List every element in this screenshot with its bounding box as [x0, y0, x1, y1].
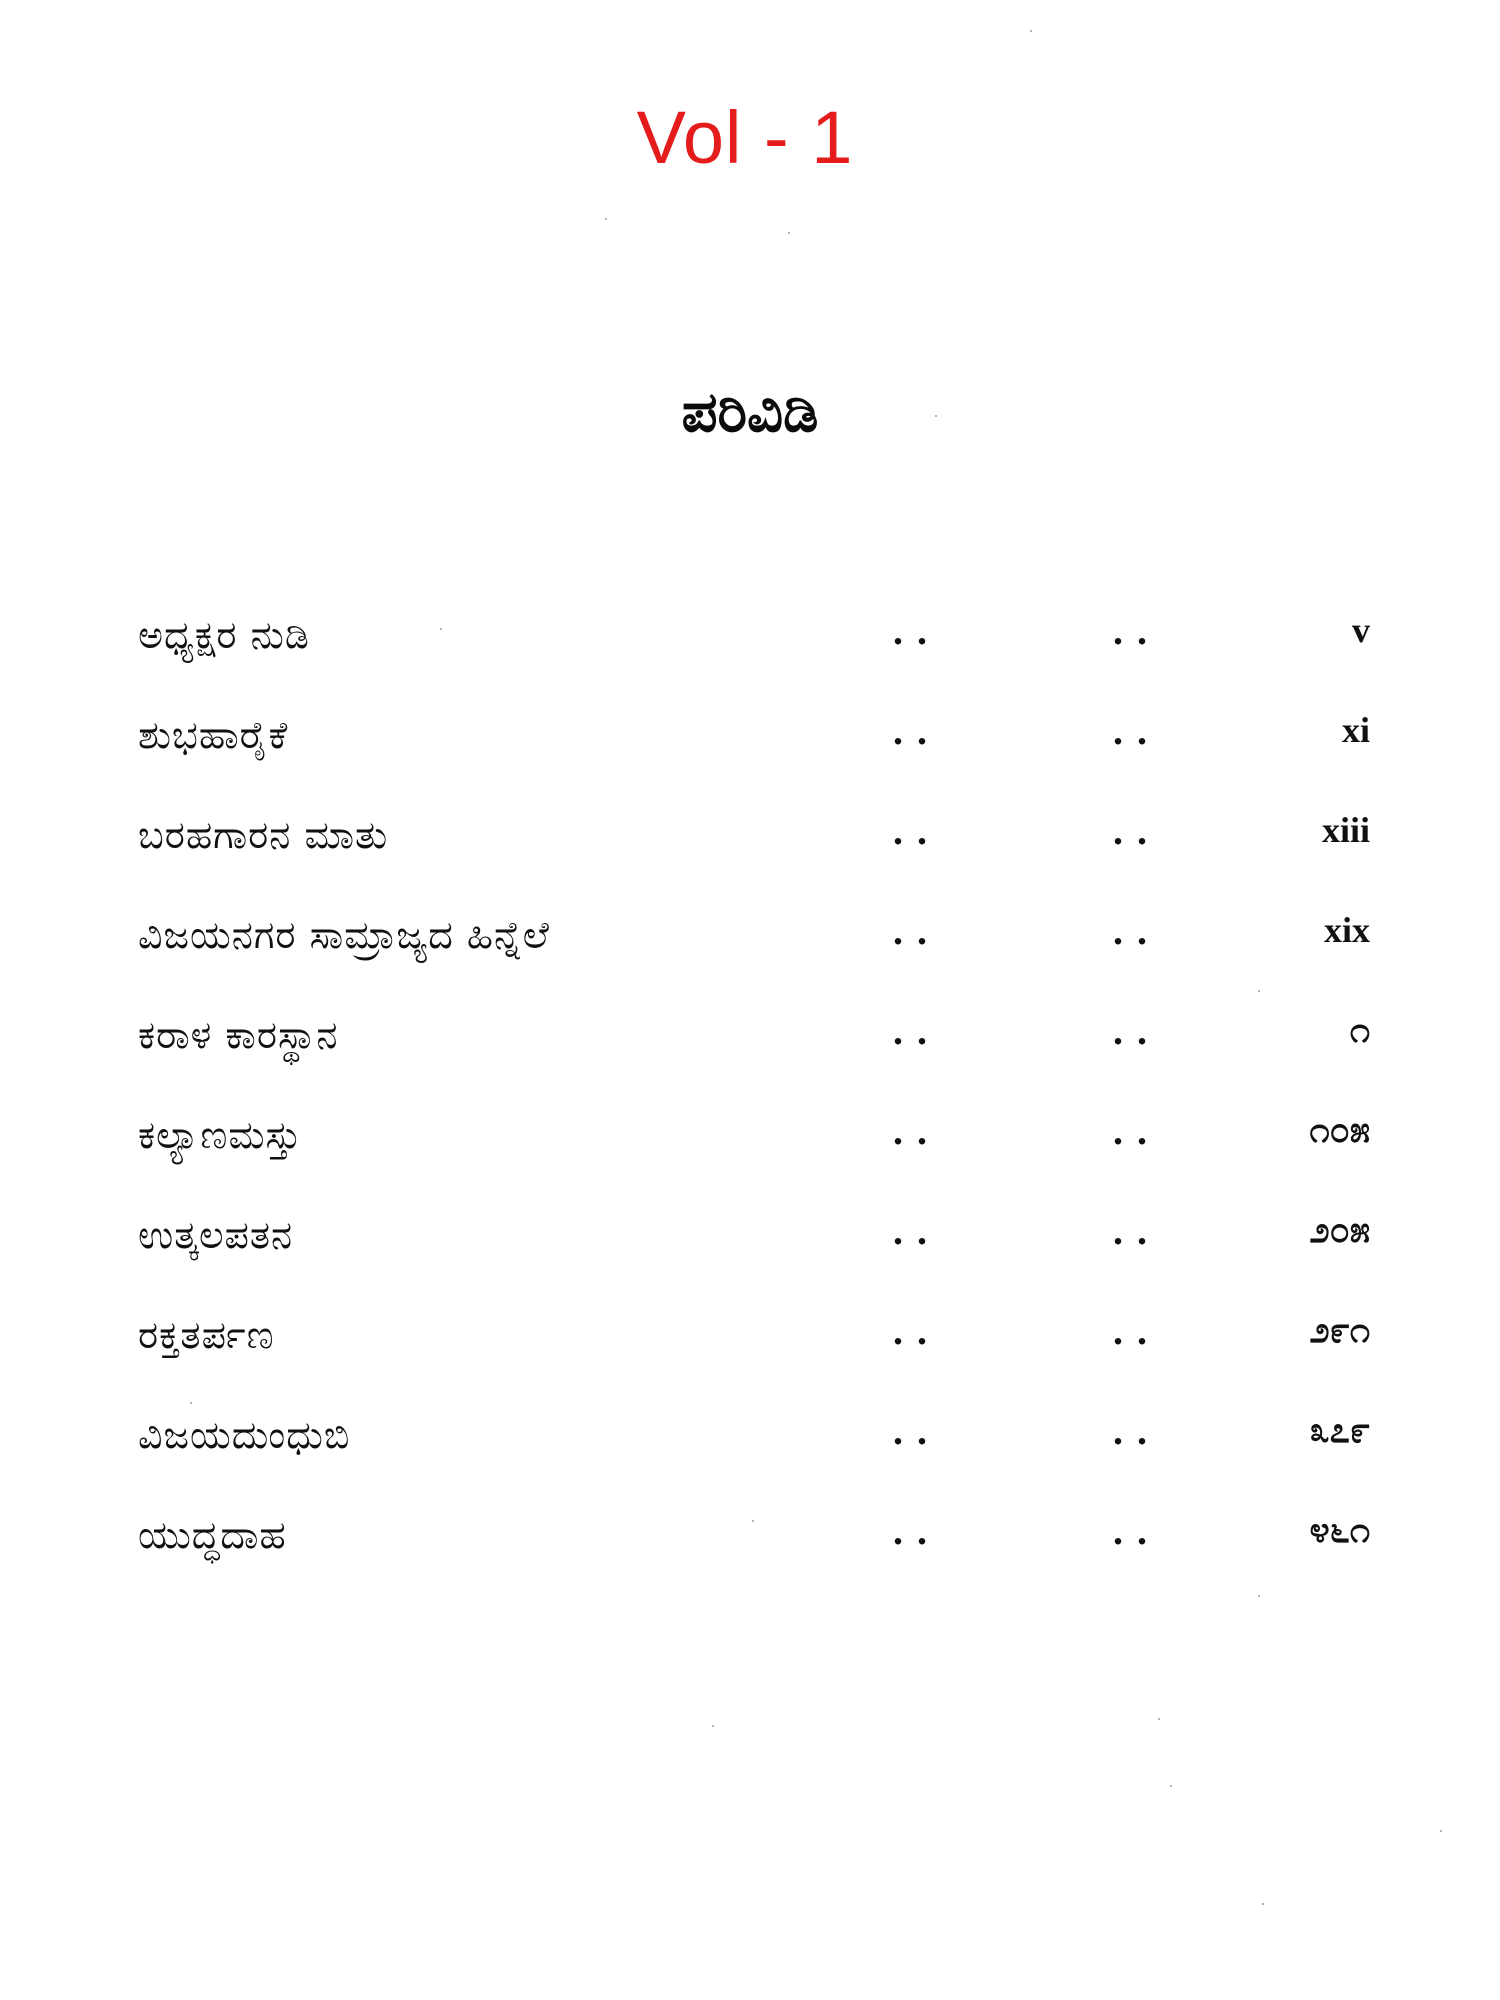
- leader-dots: ..: [893, 1008, 941, 1053]
- scan-speck: [605, 218, 607, 220]
- leader-dots: ..: [893, 808, 941, 853]
- scan-speck: [712, 1725, 714, 1727]
- toc-entry-page: ೩೭೯: [1309, 1410, 1370, 1450]
- leader-dots: ..: [1113, 1108, 1161, 1153]
- leader-dots: ..: [1113, 908, 1161, 953]
- leader-dots: ..: [1113, 1208, 1161, 1253]
- leader-dots: ..: [893, 1308, 941, 1353]
- toc-entry-title: ಯುದ್ಧದಾಹ: [138, 1513, 287, 1557]
- leader-dots: ..: [893, 608, 941, 653]
- toc-entry-title: ಅಧ್ಯಕ್ಷರ ನುಡಿ: [138, 613, 310, 657]
- leader-dots: ..: [893, 1208, 941, 1253]
- toc-entry[interactable]: [138, 705, 1370, 805]
- leader-dots: ..: [1113, 1508, 1161, 1553]
- leader-dots: ..: [1113, 808, 1161, 853]
- leader-dots: ..: [1113, 708, 1161, 753]
- toc-entry-title: ಉತ್ಕಲಪತನ: [138, 1213, 294, 1257]
- volume-label: Vol - 1: [636, 96, 854, 179]
- contents-heading: ಪರಿವಿಡಿ: [681, 380, 819, 445]
- leader-dots: ..: [893, 1108, 941, 1153]
- leader-dots: ..: [893, 708, 941, 753]
- toc-entry-title: ಬರಹಗಾರನ ಮಾತು: [138, 813, 389, 857]
- scan-speck: [1258, 1595, 1260, 1597]
- toc-entry[interactable]: [138, 1005, 1370, 1105]
- scan-speck: [1030, 30, 1032, 32]
- toc-entry-title: ರಕ್ತತರ್ಪಣ: [138, 1313, 275, 1357]
- toc-entry-title: ವಿಜಯನಗರ ಸಾಮ್ರಾಜ್ಯದ ಹಿನ್ನೆಲೆ: [138, 913, 550, 957]
- toc-entry-page: ೪೬೧: [1309, 1510, 1370, 1550]
- toc-entry-title: ಕರಾಳ ಕಾರಸ್ಥಾನ: [138, 1013, 339, 1057]
- toc-entry-page: ೨೯೧: [1309, 1310, 1370, 1350]
- toc-entry[interactable]: [138, 605, 1370, 705]
- toc-entry-page: ೧೦೫: [1309, 1110, 1370, 1150]
- scan-speck: [1158, 1718, 1160, 1720]
- scan-speck: [1440, 1830, 1442, 1832]
- scan-speck: [440, 628, 442, 630]
- leader-dots: ..: [1113, 608, 1161, 653]
- toc-entry[interactable]: [138, 1505, 1370, 1605]
- scan-speck: [190, 1402, 192, 1404]
- toc-entry-page: xiii: [1321, 810, 1370, 850]
- toc-entry-page: v: [1352, 610, 1370, 650]
- toc-entry[interactable]: [138, 1405, 1370, 1505]
- leader-dots: ..: [1113, 1008, 1161, 1053]
- toc-entry-title: ಕಲ್ಯಾಣಮಸ್ತು: [138, 1113, 302, 1157]
- scan-speck: [788, 232, 790, 234]
- toc-entry-title: ವಿಜಯದುಂಧುಬಿ: [138, 1413, 351, 1457]
- toc-entry[interactable]: [138, 805, 1370, 905]
- scan-speck: [935, 415, 937, 417]
- scan-speck: [752, 1520, 754, 1522]
- toc-entry-page: xix: [1323, 910, 1370, 950]
- leader-dots: ..: [1113, 1408, 1161, 1453]
- toc-entry-page: xi: [1341, 710, 1370, 750]
- toc-entry-title: ಶುಭಹಾರೈಕೆ: [138, 713, 289, 757]
- toc-entry[interactable]: [138, 1105, 1370, 1205]
- toc-entry[interactable]: [138, 1305, 1370, 1405]
- scan-speck: [1262, 1903, 1264, 1905]
- toc-entry-page: ೧: [1349, 1010, 1370, 1050]
- toc-entry[interactable]: [138, 905, 1370, 1005]
- toc-entry-page: ೨೦೫: [1309, 1210, 1370, 1250]
- leader-dots: ..: [1113, 1308, 1161, 1353]
- leader-dots: ..: [893, 908, 941, 953]
- scan-speck: [1258, 990, 1260, 992]
- scan-speck: [1170, 1785, 1172, 1787]
- leader-dots: ..: [893, 1408, 941, 1453]
- leader-dots: ..: [893, 1508, 941, 1553]
- table-of-contents: [138, 605, 1370, 1605]
- toc-entry[interactable]: [138, 1205, 1370, 1305]
